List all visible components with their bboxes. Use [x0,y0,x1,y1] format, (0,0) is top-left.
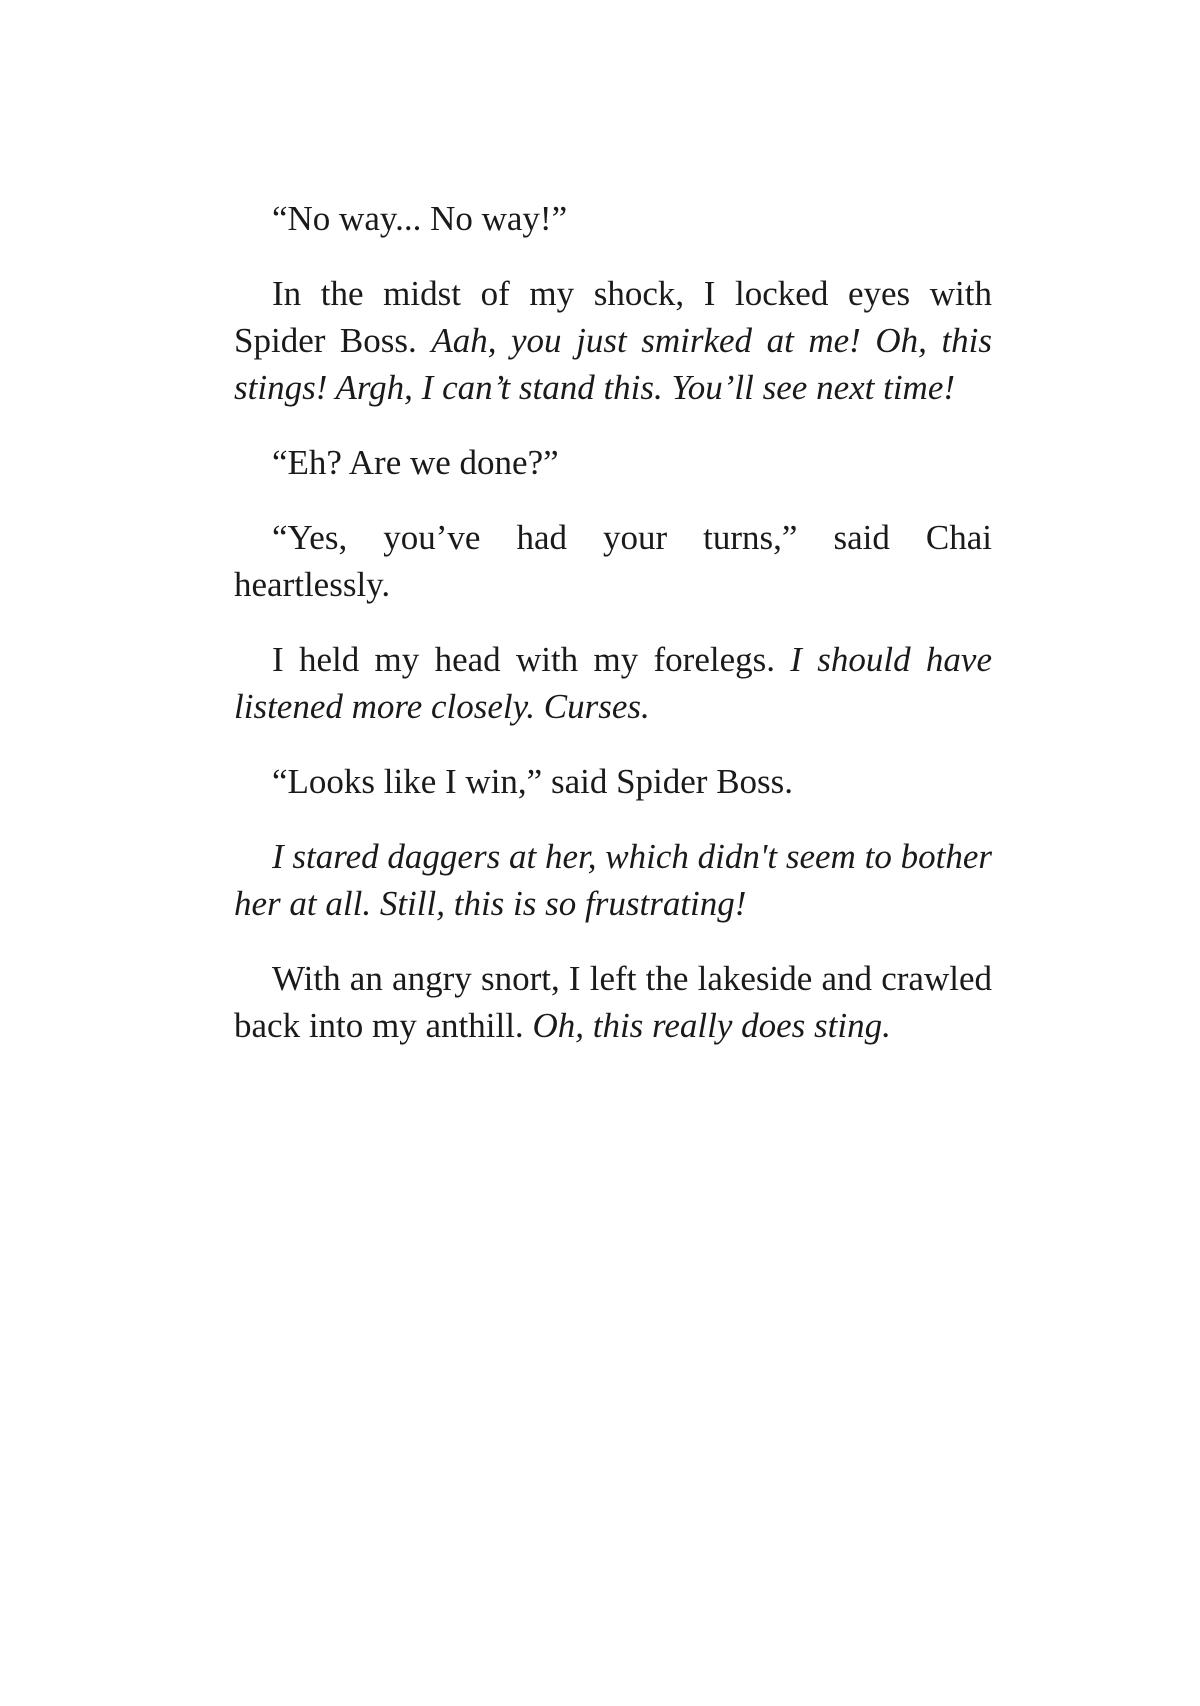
text-segment: “No way... No way!” [272,199,568,238]
text-segment: With an angry snort, I left the lakeside and crawled back into my anthill. [234,959,992,1045]
italic-text-segment: Oh, this really does sting. [532,1006,891,1045]
paragraph [234,195,992,242]
paragraph [234,514,992,608]
text-segment: I held my head with my forelegs. [272,640,791,679]
italic-text-segment: Aah, you just smirked at me! Oh, this stings! Argh, I can’t stand this. You’ll see next time! [234,321,993,407]
paragraph [234,270,992,411]
paragraph [234,955,992,1049]
paragraph [234,833,992,927]
text-segment: “Eh? Are we done?” [272,443,559,482]
italic-text-segment: I stared daggers at her, which didn't seem to bother her at all. Still, this is so frustrating! [234,837,992,923]
text-segment: “Looks like I win,” said Spider Boss. [272,762,794,801]
paragraph [234,439,992,486]
text-segment: “Yes, you’ve had your turns,” said Chai heartlessly. [234,518,992,604]
page-body-text [234,195,992,1049]
paragraph [234,636,992,730]
paragraph [234,758,992,805]
italic-text-segment: I should have listened more closely. Curses. [234,640,992,726]
text-segment: In the midst of my shock, I locked eyes with Spider Boss. [234,274,992,360]
